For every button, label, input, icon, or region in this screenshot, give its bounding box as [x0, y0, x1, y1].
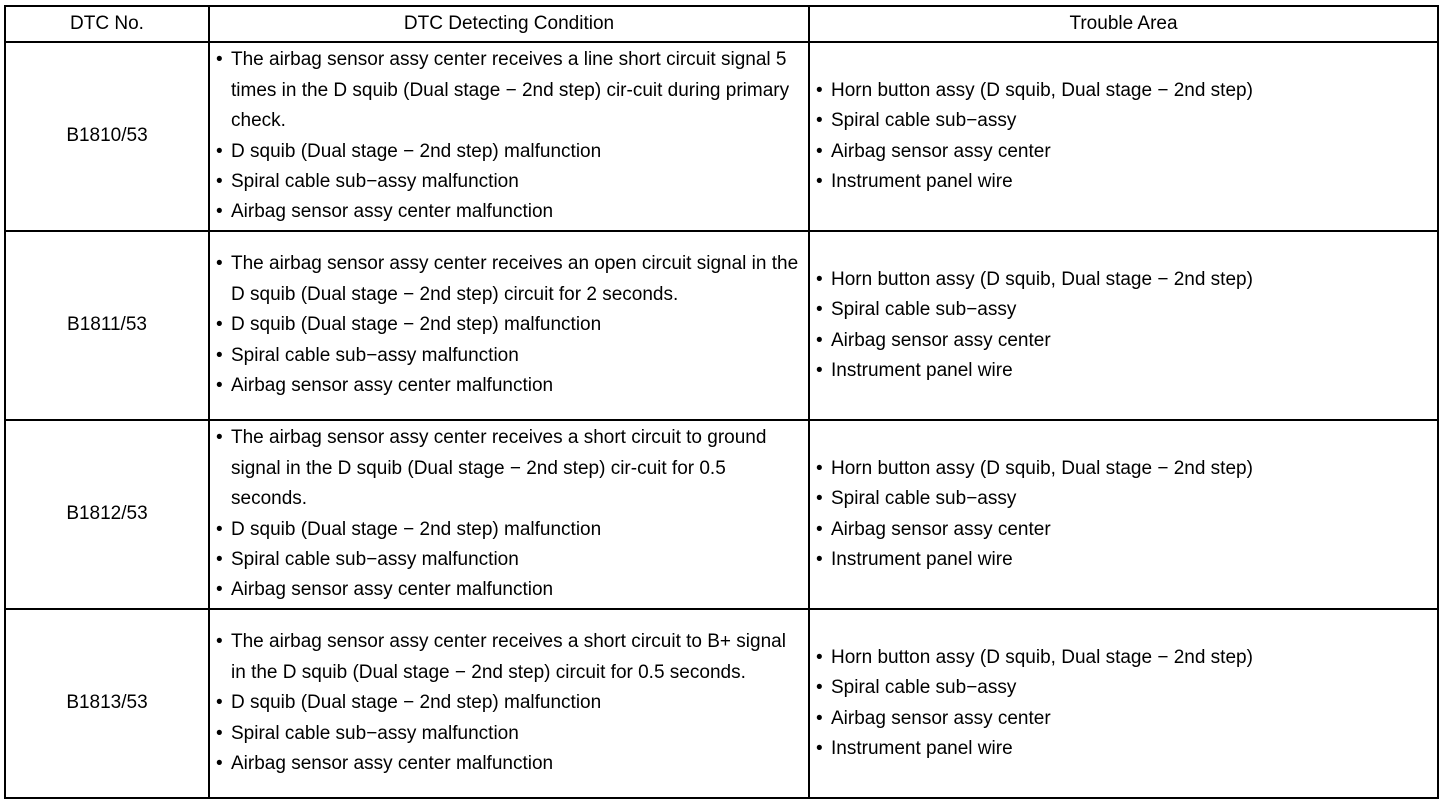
trouble-area-item: • Horn button assy (D squib, Dual stage − 2nd step) — [816, 643, 1431, 673]
trouble-area-item: • Spiral cable sub−assy — [816, 106, 1431, 136]
condition-list — [210, 627, 808, 779]
trouble-area-item: • Instrument panel wire — [816, 167, 1431, 197]
trouble-area-list — [810, 76, 1437, 198]
condition-item: • The airbag sensor assy center receives a short circuit to ground signal in the D squib (Dual stage − 2nd step) cir-cuit for 0.5 seconds. — [216, 423, 802, 514]
detecting-condition-cell — [209, 609, 809, 798]
table-row — [5, 231, 1438, 420]
condition-list — [210, 45, 808, 227]
condition-item: • D squib (Dual stage − 2nd step) malfunction — [216, 137, 802, 167]
table-row — [5, 609, 1438, 798]
trouble-area-item: • Instrument panel wire — [816, 734, 1431, 764]
condition-item: • Spiral cable sub−assy malfunction — [216, 545, 802, 575]
trouble-area-item: • Spiral cable sub−assy — [816, 484, 1431, 514]
header-trouble-area: Trouble Area — [809, 6, 1438, 42]
trouble-area-item: • Spiral cable sub−assy — [816, 295, 1431, 325]
trouble-area-item: • Spiral cable sub−assy — [816, 673, 1431, 703]
trouble-area-cell — [809, 420, 1438, 609]
trouble-area-item: • Airbag sensor assy center — [816, 137, 1431, 167]
condition-item: • D squib (Dual stage − 2nd step) malfunction — [216, 688, 802, 718]
header-dtc-no: DTC No. — [5, 6, 209, 42]
condition-item: • D squib (Dual stage − 2nd step) malfunction — [216, 310, 802, 340]
dtc-table — [4, 5, 1439, 799]
condition-list — [210, 423, 808, 605]
table-row — [5, 42, 1438, 231]
trouble-area-list — [810, 454, 1437, 576]
dtc-code-cell: B1812/53 — [5, 420, 209, 609]
trouble-area-item: • Airbag sensor assy center — [816, 326, 1431, 356]
trouble-area-cell — [809, 231, 1438, 420]
trouble-area-item: • Horn button assy (D squib, Dual stage − 2nd step) — [816, 265, 1431, 295]
trouble-area-item: • Airbag sensor assy center — [816, 515, 1431, 545]
condition-item: • Airbag sensor assy center malfunction — [216, 371, 802, 401]
trouble-area-list — [810, 643, 1437, 765]
header-row — [5, 6, 1438, 42]
trouble-area-cell — [809, 609, 1438, 798]
trouble-area-item: • Horn button assy (D squib, Dual stage − 2nd step) — [816, 454, 1431, 484]
condition-item: • The airbag sensor assy center receives an open circuit signal in the D squib (Dual stage − 2nd step) circuit for 2 seconds. — [216, 249, 802, 310]
trouble-area-item: • Instrument panel wire — [816, 356, 1431, 386]
detecting-condition-cell — [209, 42, 809, 231]
detecting-condition-cell — [209, 231, 809, 420]
condition-item: • The airbag sensor assy center receives a short circuit to B+ signal in the D squib (Dual stage − 2nd step) circuit for 0.5 seconds. — [216, 627, 802, 688]
table-row — [5, 420, 1438, 609]
condition-item: • Spiral cable sub−assy malfunction — [216, 167, 802, 197]
dtc-code-cell: B1811/53 — [5, 231, 209, 420]
dtc-code-cell: B1810/53 — [5, 42, 209, 231]
condition-item: • Airbag sensor assy center malfunction — [216, 749, 802, 779]
condition-item: • Spiral cable sub−assy malfunction — [216, 341, 802, 371]
trouble-area-cell — [809, 42, 1438, 231]
condition-item: • D squib (Dual stage − 2nd step) malfunction — [216, 515, 802, 545]
trouble-area-item: • Instrument panel wire — [816, 545, 1431, 575]
condition-list — [210, 249, 808, 401]
condition-item: • Spiral cable sub−assy malfunction — [216, 719, 802, 749]
condition-item: • Airbag sensor assy center malfunction — [216, 575, 802, 605]
trouble-area-item: • Airbag sensor assy center — [816, 704, 1431, 734]
condition-item: • The airbag sensor assy center receives a line short circuit signal 5 times in the D squib (Dual stage − 2nd step) cir-cuit during primary check. — [216, 45, 802, 136]
trouble-area-list — [810, 265, 1437, 387]
dtc-code-cell: B1813/53 — [5, 609, 209, 798]
detecting-condition-cell — [209, 420, 809, 609]
trouble-area-item: • Horn button assy (D squib, Dual stage − 2nd step) — [816, 76, 1431, 106]
condition-item: • Airbag sensor assy center malfunction — [216, 197, 802, 227]
header-detecting-condition: DTC Detecting Condition — [209, 6, 809, 42]
